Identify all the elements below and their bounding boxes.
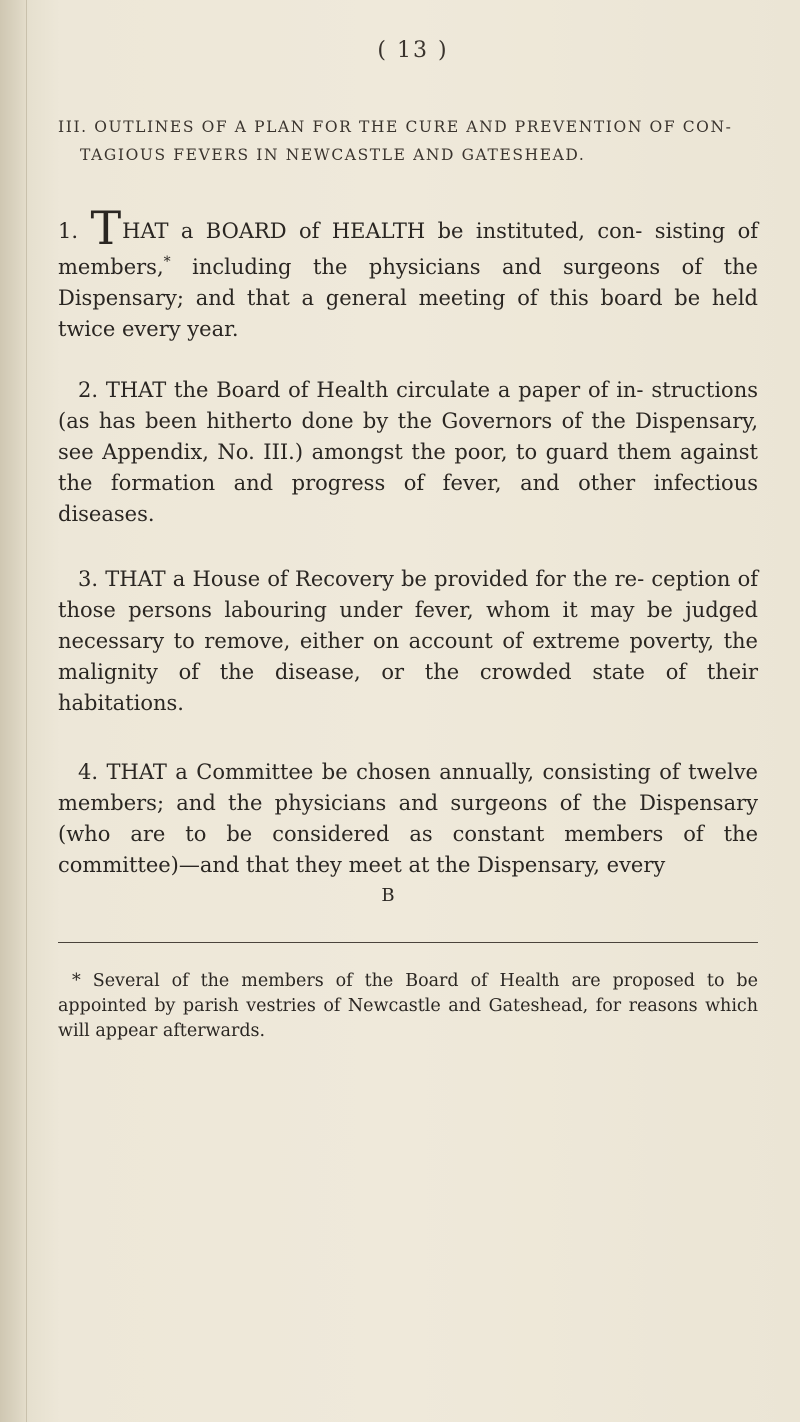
- heading-line-2: TAGIOUS FEVERS IN NEWCASTLE AND GATESHEAD.: [80, 146, 586, 164]
- section-heading: [58, 113, 758, 169]
- page-binding-edge: [0, 0, 27, 1422]
- paragraph-3: 3. THAT a House of Recovery be provided for the re- ception of those persons labouring under fever, whom it may be judged necessary to remove, either on account of extreme poverty, the malignity of the disease, or the crowded state of their habitations.: [58, 567, 758, 715]
- footnote-marker: *: [163, 254, 171, 270]
- paragraph-4: 4. THAT a Committee be chosen annually, consisting of twelve members; and the physicians and surgeons of the Dispensary (who are to be considered as constant members of the committee)—and that they meet at the Dispensary, every: [58, 760, 758, 877]
- paragraph-1-text: HAT a BOARD of HEALTH be instituted, con- sisting of members,: [58, 219, 758, 279]
- paragraph-2: 2. THAT the Board of Health circulate a paper of in- structions (as has been hitherto done by the Governors of the Dispensary, see Appendix, No. III.) amongst the poor, to guard them against the formation and progress of fever, and other infectious diseases.: [58, 378, 758, 526]
- paragraph-1-number: 1.: [58, 219, 79, 243]
- paragraph-1-text-after: including the physicians and surgeons of the Dispensary; and that a general meeting of this board be held twice every year.: [58, 255, 758, 341]
- paragraph-1: [58, 201, 758, 345]
- catchword: B: [381, 885, 395, 906]
- drop-initial: T: [90, 201, 122, 255]
- footnote-rule: [58, 942, 758, 943]
- heading-line-1: III. OUTLINES OF A PLAN FOR THE CURE AND PREVENTION OF CON-: [58, 118, 733, 136]
- footnote: * Several of the members of the Board of Health are proposed to be appointed by parish vestries of Newcastle and Gateshead, for reasons which will appear afterwards.: [58, 971, 758, 1041]
- page-content: [58, 30, 758, 1062]
- page-number: ( 13 ): [377, 38, 449, 63]
